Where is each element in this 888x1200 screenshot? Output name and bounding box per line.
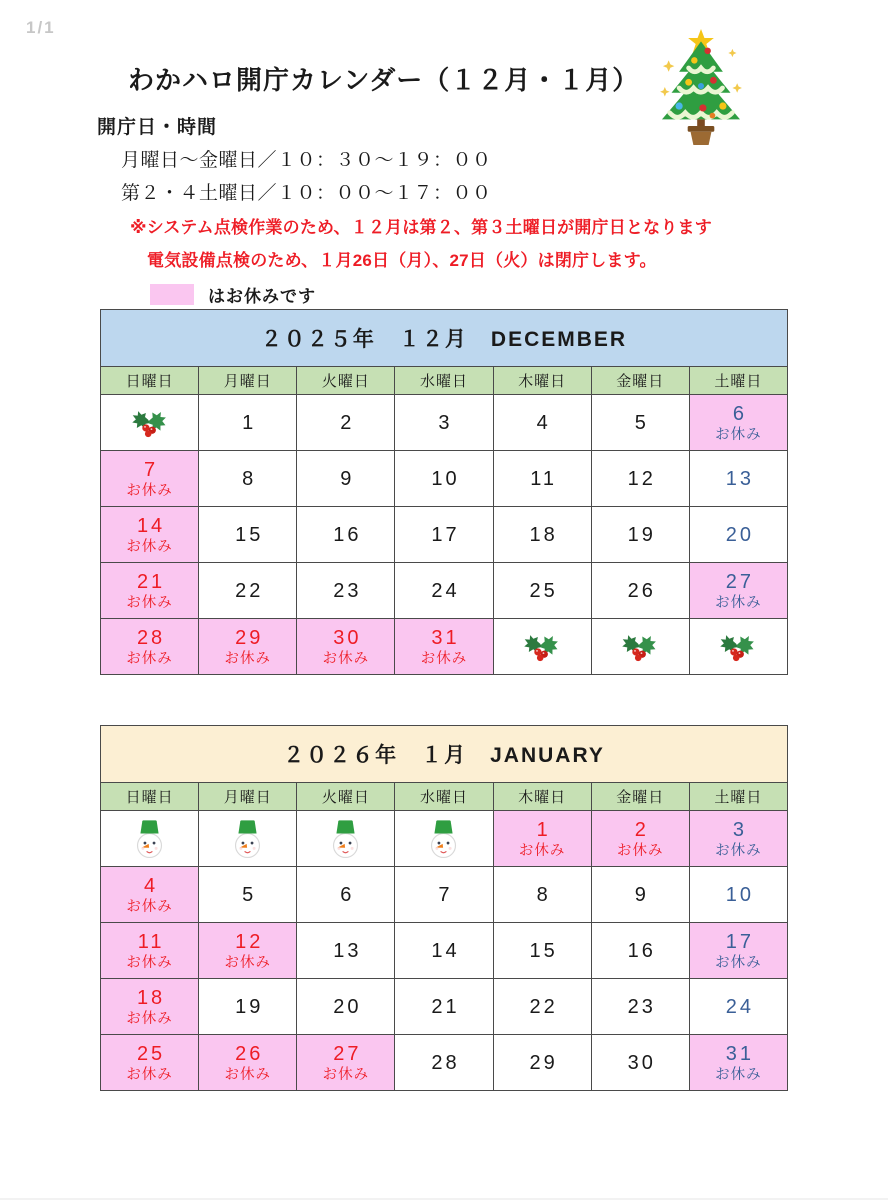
- week-row: [101, 1035, 788, 1091]
- calendar-title: ２０２６年 １月 JANUARY: [101, 726, 788, 783]
- page-indicator: 1/1: [26, 18, 56, 37]
- day-number: 10: [725, 883, 755, 906]
- day-number: 27: [333, 1042, 362, 1065]
- day-cell: [591, 507, 689, 563]
- day-cell: [493, 867, 591, 923]
- day-cell: [395, 563, 493, 619]
- closed-label: お休み: [715, 842, 762, 859]
- day-number: 22: [529, 995, 558, 1018]
- notice-line: ※システム点検作業のため、１２月は第２、第３土曜日が開庁日となります: [130, 218, 712, 237]
- day-number: 22: [235, 579, 264, 602]
- day-cell: [591, 1035, 689, 1091]
- day-number: 18: [136, 986, 166, 1009]
- day-cell-closed: [101, 619, 199, 675]
- closed-label: お休み: [126, 482, 173, 499]
- day-number: 27: [725, 570, 755, 593]
- day-header: 金曜日: [591, 367, 689, 395]
- day-number: 19: [627, 523, 656, 546]
- day-cell-closed: [101, 923, 199, 979]
- day-header: 土曜日: [689, 367, 787, 395]
- day-number: 11: [137, 930, 165, 953]
- day-cell: [199, 563, 297, 619]
- calendar-december: [100, 309, 788, 675]
- day-number: 15: [235, 523, 264, 546]
- day-cell: [199, 867, 297, 923]
- day-header: 金曜日: [591, 783, 689, 811]
- day-number: 15: [529, 939, 558, 962]
- week-row: [101, 563, 788, 619]
- closed-label: お休み: [322, 1066, 370, 1083]
- day-cell: [395, 867, 493, 923]
- day-cell: [395, 395, 493, 451]
- closed-label: お休み: [224, 954, 271, 971]
- day-number: 31: [725, 1042, 755, 1065]
- day-number: 2: [340, 411, 355, 434]
- opening-hours-line: 第２・４土曜日／１０：００～１７：００: [121, 183, 492, 204]
- day-cell: [493, 979, 591, 1035]
- week-row: [101, 451, 788, 507]
- day-cell: [199, 451, 297, 507]
- calendar-january: [100, 725, 788, 1091]
- day-cell-closed: [689, 811, 787, 867]
- snowman-icon: [297, 811, 395, 867]
- day-number: 20: [725, 523, 755, 546]
- day-number: 8: [536, 883, 551, 906]
- day-cell: [297, 507, 395, 563]
- day-cell-closed: [297, 619, 395, 675]
- day-header: 日曜日: [101, 367, 199, 395]
- day-number: 4: [536, 411, 551, 434]
- day-cell-closed: [101, 1035, 199, 1091]
- closed-label: お休み: [420, 650, 468, 667]
- day-number: 13: [725, 467, 755, 490]
- day-cell-closed: [101, 507, 199, 563]
- day-cell-closed: [395, 619, 493, 675]
- day-number: 7: [144, 458, 159, 481]
- day-number: 25: [136, 1042, 166, 1065]
- day-cell: [689, 979, 787, 1035]
- calendar-title-row: [101, 310, 788, 367]
- day-number: 14: [136, 514, 166, 537]
- day-cell-closed: [101, 867, 199, 923]
- day-cell: [199, 507, 297, 563]
- day-cell: [297, 451, 395, 507]
- day-cell: [689, 867, 787, 923]
- day-header: 月曜日: [199, 783, 297, 811]
- closed-label: お休み: [617, 842, 664, 859]
- day-header: 火曜日: [297, 367, 395, 395]
- day-cell: [395, 451, 493, 507]
- closed-label: お休み: [126, 594, 173, 611]
- closed-label: お休み: [715, 426, 762, 443]
- day-number: 6: [732, 402, 747, 425]
- closed-label: お休み: [126, 898, 173, 915]
- opening-hours-list: [97, 145, 712, 205]
- day-cell: [395, 923, 493, 979]
- page-title: わかハロ開庁カレンダー（１２月・１月）: [128, 65, 640, 95]
- day-header: 火曜日: [297, 783, 395, 811]
- week-row: [101, 507, 788, 563]
- day-number: 9: [340, 467, 355, 490]
- day-number: 12: [235, 930, 264, 953]
- week-row: [101, 395, 788, 451]
- day-number: 6: [340, 883, 355, 906]
- day-cell: [297, 979, 395, 1035]
- day-cell: [395, 1035, 493, 1091]
- day-number: 29: [235, 626, 264, 649]
- day-number: 18: [529, 523, 558, 546]
- day-cell: [591, 867, 689, 923]
- day-cell-closed: [199, 1035, 297, 1091]
- day-cell: [395, 979, 493, 1035]
- day-header-row: [101, 783, 788, 811]
- day-number: 1: [242, 411, 257, 434]
- calendar-title: ２０２５年 １２月 DECEMBER: [101, 310, 788, 367]
- day-cell: [493, 1035, 591, 1091]
- day-cell: [395, 507, 493, 563]
- day-number: 26: [235, 1042, 264, 1065]
- day-cell: [297, 395, 395, 451]
- day-number: 19: [235, 995, 264, 1018]
- day-cell-closed: [199, 619, 297, 675]
- closed-label: お休み: [126, 538, 173, 555]
- closed-label: お休み: [322, 650, 370, 667]
- day-number: 26: [627, 579, 656, 602]
- week-row: [101, 923, 788, 979]
- day-number: 9: [634, 883, 649, 906]
- day-cell: [199, 395, 297, 451]
- day-cell: [297, 867, 395, 923]
- day-number: 30: [333, 626, 362, 649]
- closed-label: お休み: [224, 1066, 271, 1083]
- day-number: 11: [530, 467, 558, 490]
- day-number: 2: [634, 818, 649, 841]
- day-number: 20: [333, 995, 362, 1018]
- holly-icon: [493, 619, 591, 675]
- closed-label: お休み: [126, 1010, 173, 1027]
- day-number: 25: [529, 579, 558, 602]
- day-cell-closed: [493, 811, 591, 867]
- calendar-title-row: [101, 726, 788, 783]
- day-number: 16: [627, 939, 656, 962]
- day-header: 月曜日: [199, 367, 297, 395]
- day-header: 木曜日: [493, 783, 591, 811]
- day-cell: [591, 395, 689, 451]
- day-number: 21: [136, 570, 166, 593]
- day-header: 木曜日: [493, 367, 591, 395]
- day-cell: [591, 979, 689, 1035]
- closed-label: お休み: [126, 954, 173, 971]
- day-cell: [591, 563, 689, 619]
- day-cell: [493, 395, 591, 451]
- week-row: [101, 811, 788, 867]
- day-cell-closed: [101, 563, 199, 619]
- day-cell-closed: [689, 923, 787, 979]
- notice-line: 電気設備点検のため、１月26日（月）、27日（火）は閉庁します。: [147, 251, 657, 270]
- day-cell: [297, 923, 395, 979]
- day-cell: [689, 451, 787, 507]
- opening-hours-line: 月曜日～金曜日／１０：３０～１９：００: [121, 150, 492, 171]
- day-cell: [199, 979, 297, 1035]
- week-row: [101, 867, 788, 923]
- day-number: 21: [431, 995, 460, 1018]
- day-cell: [297, 563, 395, 619]
- closed-label: お休み: [126, 1066, 173, 1083]
- day-cell-closed: [689, 395, 787, 451]
- day-cell: [591, 451, 689, 507]
- day-cell: [493, 923, 591, 979]
- day-cell: [689, 507, 787, 563]
- day-cell-closed: [101, 979, 199, 1035]
- day-number: 16: [333, 523, 362, 546]
- day-header-row: [101, 367, 788, 395]
- day-cell: [493, 563, 591, 619]
- closed-label: お休み: [518, 842, 566, 859]
- holly-icon: [101, 395, 199, 451]
- closed-legend-label: はお休みです: [208, 287, 316, 306]
- day-cell: [493, 507, 591, 563]
- week-row: [101, 979, 788, 1035]
- snowman-icon: [395, 811, 493, 867]
- day-header: 水曜日: [395, 783, 493, 811]
- day-number: 23: [333, 579, 362, 602]
- day-header: 土曜日: [689, 783, 787, 811]
- day-header: 日曜日: [101, 783, 199, 811]
- day-header: 水曜日: [395, 367, 493, 395]
- closed-label: お休み: [126, 650, 173, 667]
- closed-label: お休み: [224, 650, 271, 667]
- holly-icon: [591, 619, 689, 675]
- holly-icon: [689, 619, 787, 675]
- closed-label: お休み: [715, 954, 762, 971]
- day-number: 7: [438, 883, 453, 906]
- day-number: 3: [438, 411, 453, 434]
- notice-list: [97, 213, 712, 271]
- day-number: 1: [536, 818, 551, 841]
- day-number: 28: [431, 1051, 460, 1074]
- snowman-icon: [101, 811, 199, 867]
- day-number: 4: [144, 874, 159, 897]
- opening-info-section: [97, 112, 712, 271]
- closed-color-swatch: [150, 284, 194, 305]
- day-number: 5: [242, 883, 257, 906]
- day-number: 23: [627, 995, 656, 1018]
- day-number: 24: [725, 995, 755, 1018]
- day-cell-closed: [591, 811, 689, 867]
- snowman-icon: [199, 811, 297, 867]
- day-number: 5: [634, 411, 649, 434]
- opening-info-heading: 開庁日・時間: [97, 117, 218, 138]
- day-cell-closed: [689, 563, 787, 619]
- day-number: 17: [725, 930, 755, 953]
- day-number: 14: [431, 939, 460, 962]
- day-number: 31: [431, 626, 460, 649]
- week-row: [101, 619, 788, 675]
- day-number: 29: [529, 1051, 558, 1074]
- day-cell-closed: [199, 923, 297, 979]
- day-cell-closed: [689, 1035, 787, 1091]
- day-cell: [493, 451, 591, 507]
- day-number: 8: [242, 467, 257, 490]
- day-number: 24: [431, 579, 460, 602]
- day-number: 13: [333, 939, 362, 962]
- closed-legend: [150, 282, 316, 307]
- day-cell-closed: [101, 451, 199, 507]
- closed-label: お休み: [715, 1066, 762, 1083]
- day-number: 12: [627, 467, 656, 490]
- day-cell-closed: [297, 1035, 395, 1091]
- day-number: 28: [136, 626, 166, 649]
- day-number: 30: [627, 1051, 656, 1074]
- day-number: 10: [431, 467, 460, 490]
- day-number: 17: [431, 523, 460, 546]
- day-cell: [591, 923, 689, 979]
- closed-label: お休み: [715, 594, 762, 611]
- day-number: 3: [732, 818, 747, 841]
